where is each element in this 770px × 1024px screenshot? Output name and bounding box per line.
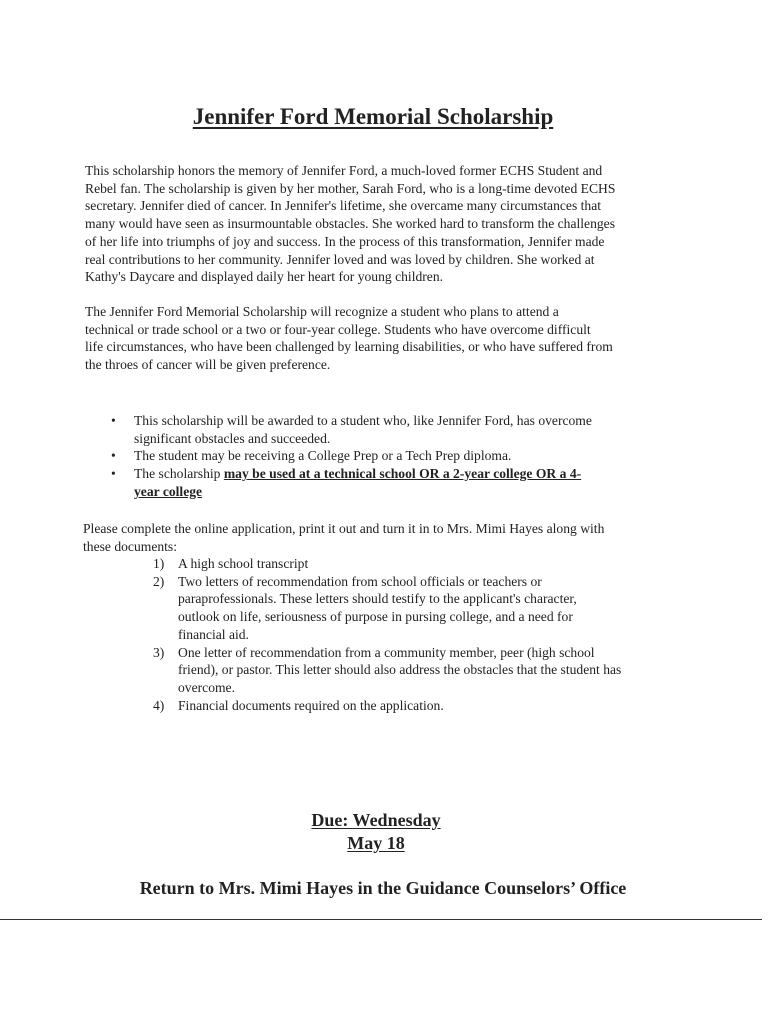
- bullet-icon: •: [111, 448, 116, 464]
- text-line: life circumstances, who have been challenged by learning disabilities, or who have suffered from: [85, 339, 613, 355]
- text-line: these documents:: [83, 538, 178, 554]
- text-line: overcome.: [178, 679, 235, 695]
- due-day: Due: Wednesday: [311, 810, 441, 830]
- return-note: Return to Mrs. Mimi Hayes in the Guidance Counselors’ Office: [139, 878, 627, 898]
- list-item: [153, 573, 673, 644]
- list-item: [153, 644, 673, 697]
- list-number: 4): [153, 697, 165, 713]
- text-line: This scholarship honors the memory of Jennifer Ford, a much-loved former ECHS Student and: [85, 163, 603, 178]
- list-item: [153, 555, 673, 573]
- bullet-prefix: The scholarship: [134, 466, 224, 482]
- text-line: secretary. Jennifer died of cancer. In Jennifer's lifetime, she overcame many circumstances that: [85, 198, 602, 214]
- text-line: friend), or pastor. This letter should also address the obstacles that the student has: [178, 662, 622, 678]
- text-line: Financial documents required on the application.: [178, 697, 444, 713]
- text-line: outlook on life, seriousness of purpose in pursing college, and a need for: [178, 609, 573, 625]
- instructions-paragraph: [83, 520, 683, 555]
- text-line: A high school transcript: [178, 556, 309, 571]
- recognition-paragraph: [85, 303, 675, 374]
- list-item: [153, 697, 673, 715]
- required-documents-list: [153, 555, 673, 714]
- due-date: [0, 809, 752, 855]
- text-line: financial aid.: [178, 626, 249, 642]
- text-line: One letter of recommendation from a community member, peer (high school: [178, 644, 595, 660]
- list-item: [108, 412, 648, 447]
- text-line: [134, 483, 648, 501]
- intro-paragraph: [85, 162, 675, 286]
- text-line: of her life into triumphs of joy and success. In the process of this transformation, Jennifer made: [85, 233, 605, 249]
- text-line: The student may be receiving a College Prep or a Tech Prep diploma.: [134, 448, 512, 464]
- text-line: The Jennifer Ford Memorial Scholarship will recognize a student who plans to attend a: [85, 304, 559, 319]
- list-item: [108, 465, 648, 500]
- text-line: many would have seen as insurmountable obstacles. She worked hard to transform the challenges: [85, 216, 616, 232]
- text-line: real contributions to her community. Jennifer loved and was loved by children. She worked at: [85, 251, 595, 267]
- text-line: significant obstacles and succeeded.: [134, 430, 331, 446]
- text-line: [134, 465, 648, 483]
- text-line: This scholarship will be awarded to a student who, like Jennifer Ford, has overcome: [134, 413, 592, 428]
- eligibility-bullet-list: [108, 412, 648, 501]
- list-number: 2): [153, 573, 165, 589]
- text-line: Kathy's Daycare and displayed daily her heart for young children.: [85, 269, 444, 285]
- list-number: 3): [153, 644, 165, 660]
- bullet-icon: •: [111, 466, 116, 482]
- divider: [0, 919, 762, 920]
- emphasis-text: may be used at a technical school OR a 2-year college OR a 4-: [223, 466, 582, 482]
- list-number: 1): [153, 556, 165, 571]
- list-item: [108, 447, 648, 465]
- text-line: the throes of cancer will be given preference.: [85, 357, 331, 373]
- emphasis-text: year college: [134, 483, 203, 499]
- text-line: Rebel fan. The scholarship is given by her mother, Sarah Ford, who is a long-time devoted ECHS: [85, 180, 616, 196]
- due-month-day: May 18: [347, 833, 405, 853]
- text-line: paraprofessionals. These letters should testify to the applicant's character,: [178, 591, 577, 607]
- text-line: technical or trade school or a two or four-year college. Students who have overcome difficult: [85, 321, 591, 337]
- text-line: Two letters of recommendation from school officials or teachers or: [178, 573, 542, 589]
- bullet-icon: •: [111, 413, 116, 428]
- page-title: Jennifer Ford Memorial Scholarship: [192, 104, 554, 129]
- text-line: Please complete the online application, print it out and turn it in to Mrs. Mimi Hayes along with: [83, 521, 605, 536]
